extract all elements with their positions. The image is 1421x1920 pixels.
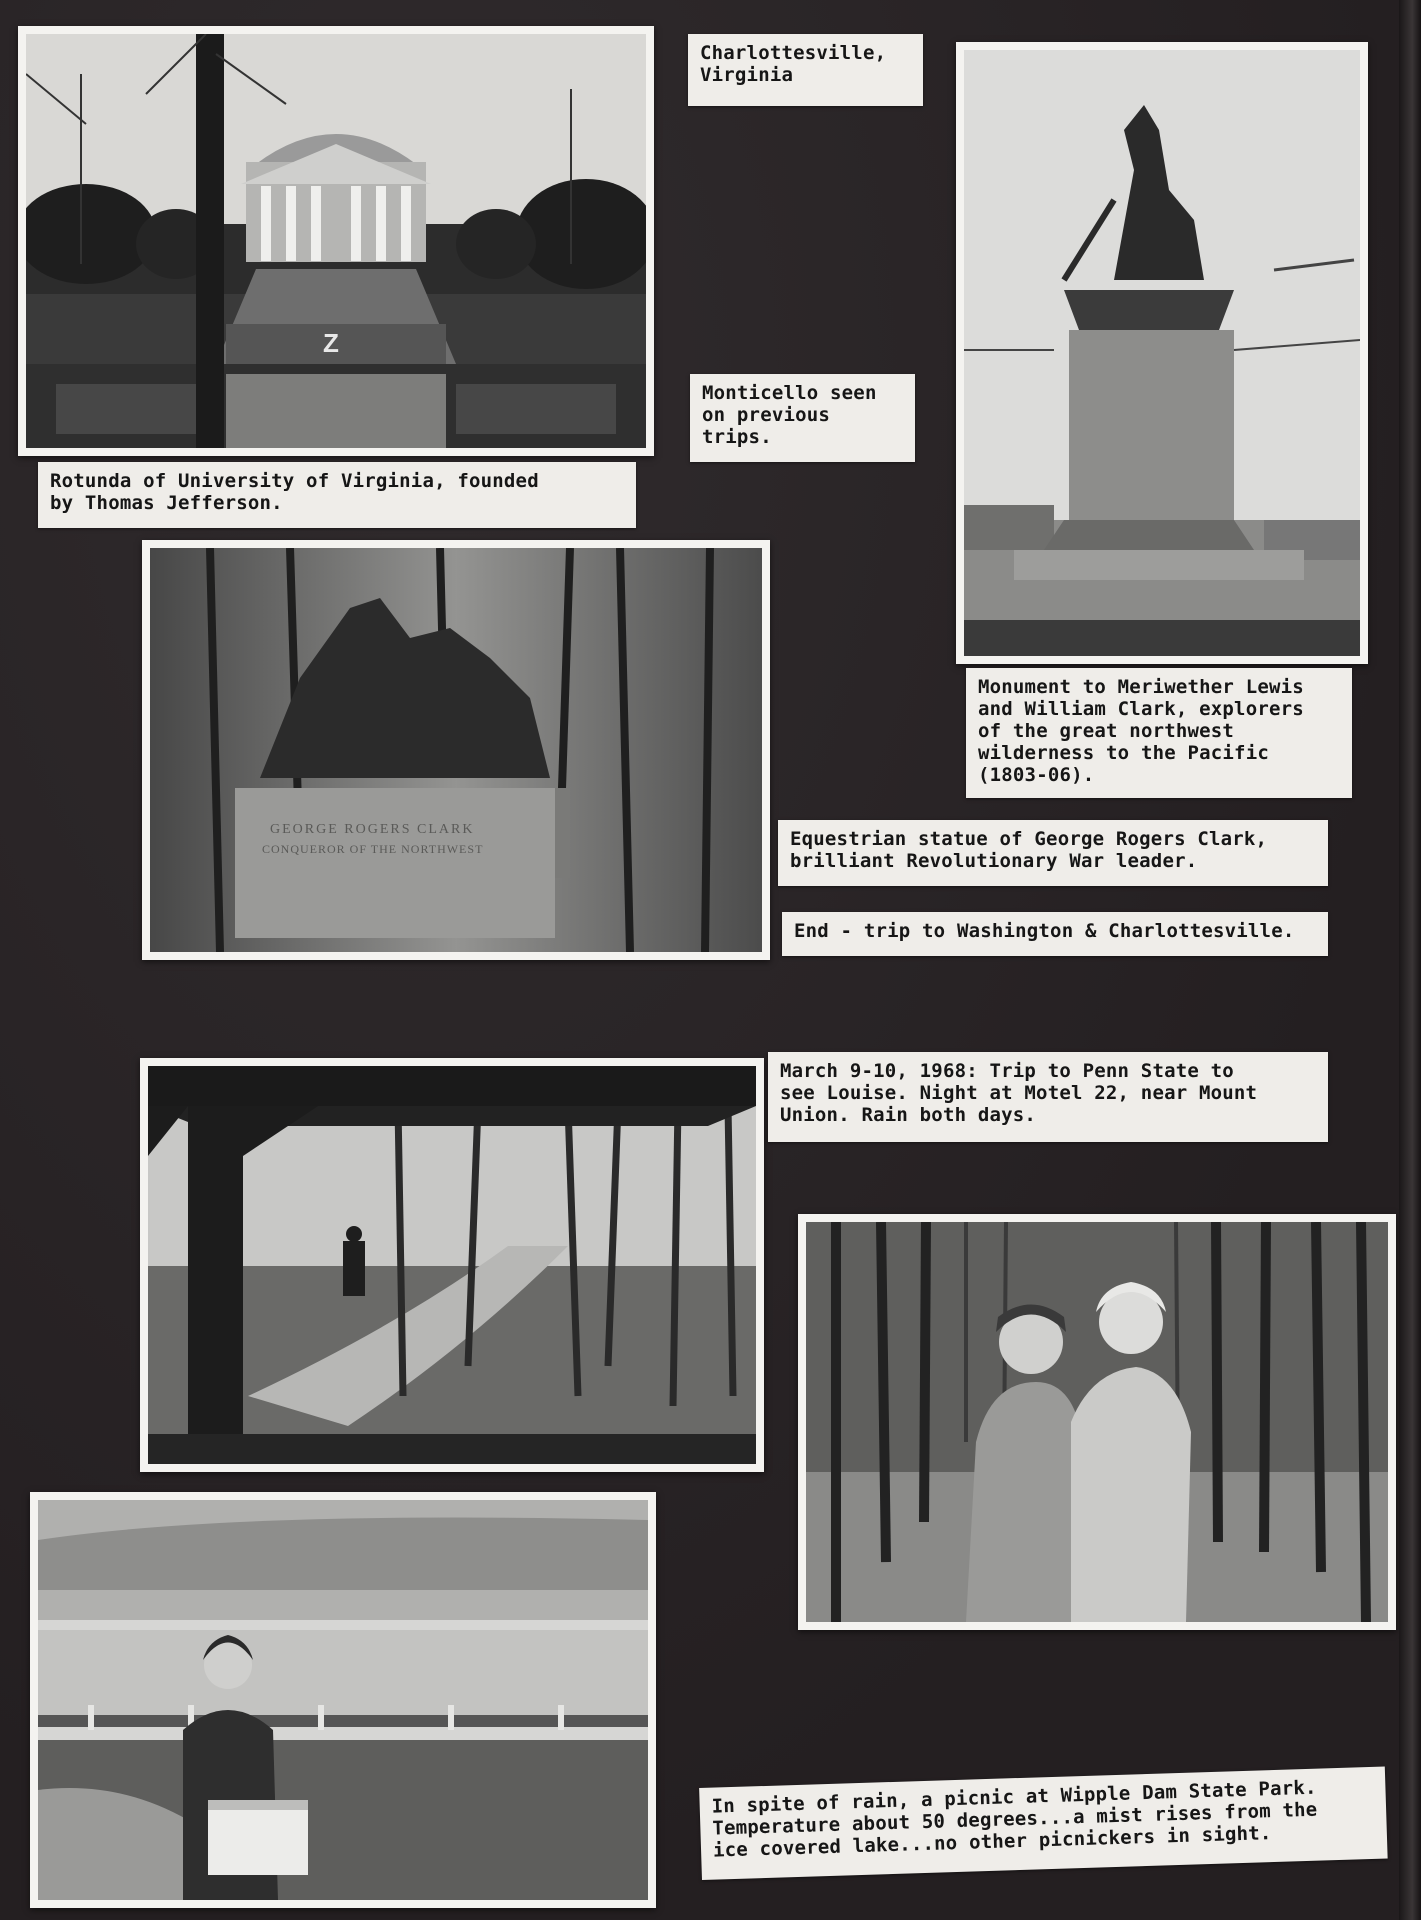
women-forest-image	[806, 1222, 1388, 1622]
monument-image	[964, 50, 1360, 656]
photo-rotunda	[18, 26, 654, 456]
caption-charlottesville: Charlottesville, Virginia	[688, 34, 923, 106]
photo-lewis-clark-monument	[956, 42, 1368, 664]
statue-image	[150, 548, 762, 952]
caption-lewis-clark: Monument to Meriwether Lewis and William Clark, explorers of the great northwest wilderness to the Pacific (1803-06).	[966, 668, 1352, 798]
statue-plinth-line2: CONQUEROR OF THE NORTHWEST	[262, 842, 484, 856]
caption-penn-state: March 9-10, 1968: Trip to Penn State to see Louise. Night at Motel 22, near Mount Union. Rain both days.	[768, 1052, 1328, 1142]
caption-equestrian: Equestrian statue of George Rogers Clark, brilliant Revolutionary War leader.	[778, 820, 1328, 886]
picnic-image	[38, 1500, 648, 1900]
photo-george-rogers-clark-statue	[142, 540, 770, 960]
caption-end-trip: End - trip to Washington & Charlottesville.	[782, 912, 1328, 956]
caption-picnic: In spite of rain, a picnic at Wipple Dam State Park. Temperature about 50 degrees...a mist rises from the ice covered lake...no other picnickers in sight.	[699, 1766, 1388, 1880]
statue-plinth-line1: GEORGE ROGERS CLARK	[270, 822, 475, 837]
rotunda-lawn-letter: Z	[323, 328, 339, 358]
rotunda-image	[26, 34, 646, 448]
album-page-edge	[1399, 0, 1421, 1920]
photo-park-pavilion	[140, 1058, 764, 1472]
photo-two-women-forest	[798, 1214, 1396, 1630]
photo-picnic-cooler	[30, 1492, 656, 1908]
caption-monticello: Monticello seen on previous trips.	[690, 374, 915, 462]
pavilion-image	[148, 1066, 756, 1464]
caption-rotunda: Rotunda of University of Virginia, founded by Thomas Jefferson.	[38, 462, 636, 528]
